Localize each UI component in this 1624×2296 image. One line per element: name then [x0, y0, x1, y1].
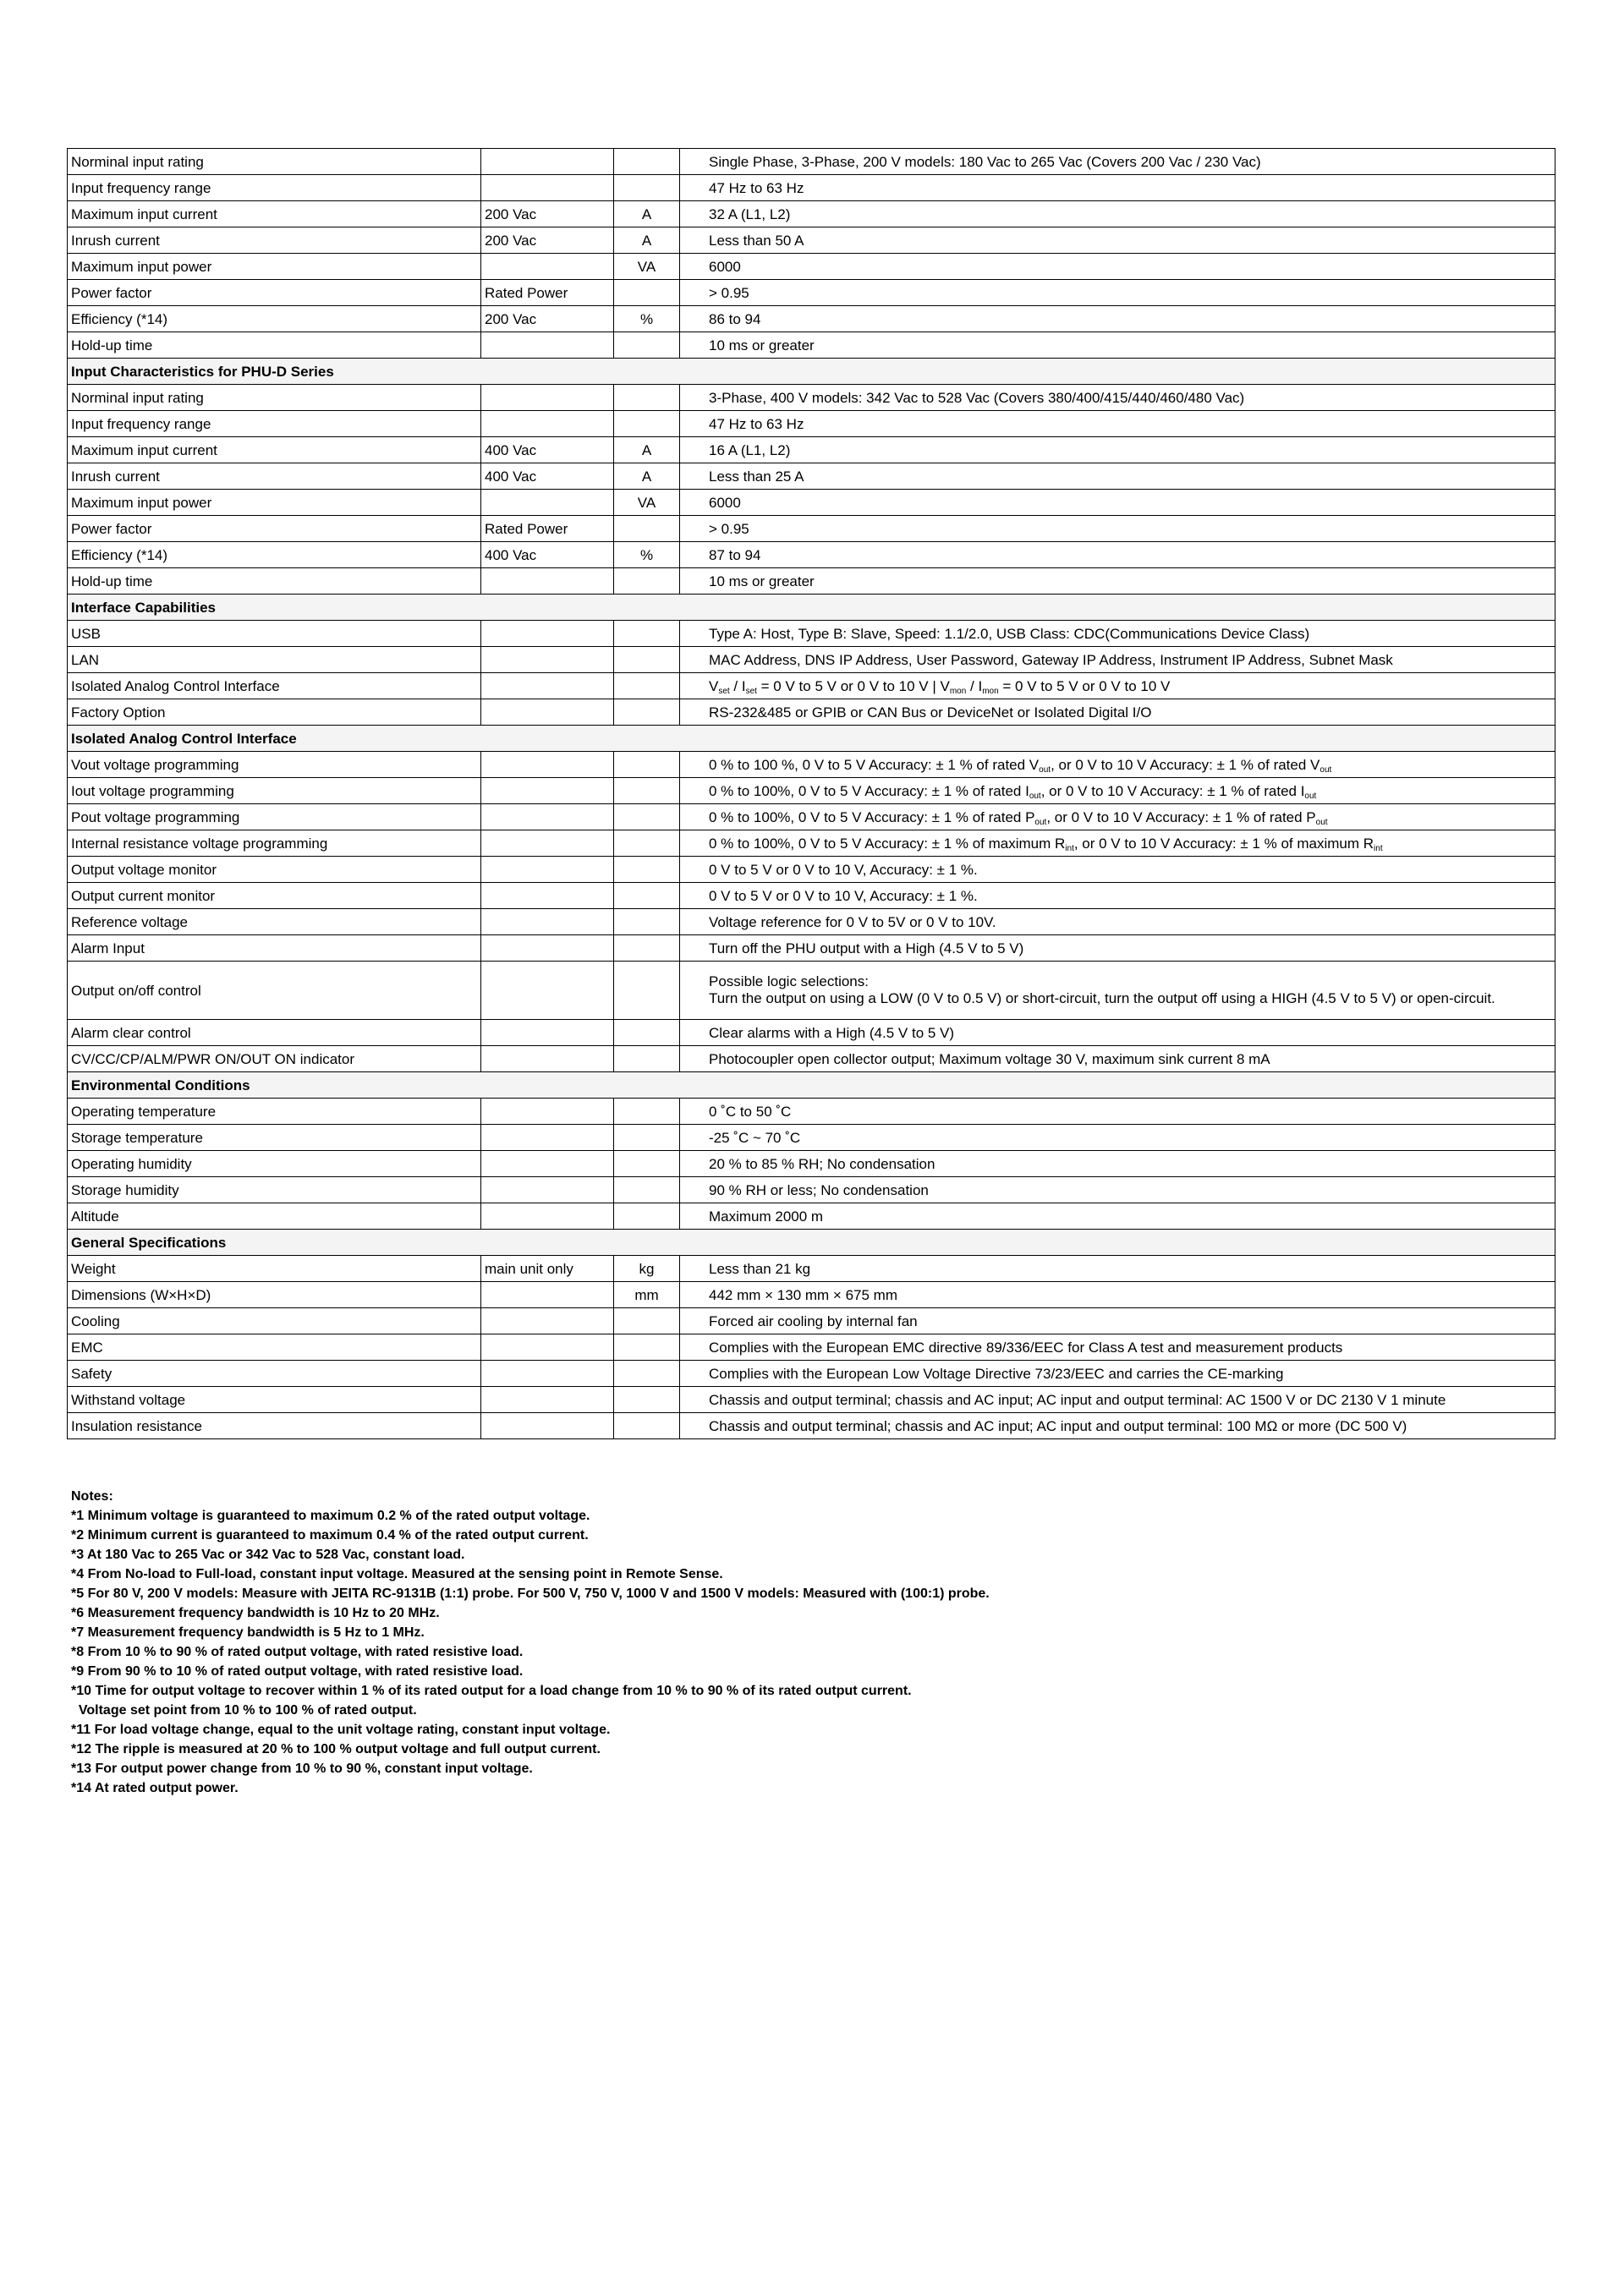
condition-cell: 200 Vac	[481, 306, 614, 332]
condition-cell: Rated Power	[481, 280, 614, 306]
table-row	[68, 1361, 1555, 1387]
subscript: out	[1304, 791, 1317, 801]
unit-cell	[614, 1099, 680, 1125]
section-title: Environmental Conditions	[68, 1072, 1555, 1099]
unit-cell	[614, 962, 680, 1020]
table-row	[68, 857, 1555, 883]
parameter-cell: Power factor	[68, 516, 481, 542]
unit-cell	[614, 175, 680, 201]
unit-cell: VA	[614, 490, 680, 516]
parameter-cell: Reference voltage	[68, 909, 481, 935]
value-cell	[680, 804, 1555, 830]
parameter-cell: Output voltage monitor	[68, 857, 481, 883]
parameter-cell: Weight	[68, 1256, 481, 1282]
parameter-cell: Efficiency (*14)	[68, 542, 481, 568]
value-cell: Type A: Host, Type B: Slave, Speed: 1.1/2.0, USB Class: CDC(Communications Device Class)	[680, 621, 1555, 647]
condition-cell: 400 Vac	[481, 542, 614, 568]
note-line: *8 From 10 % to 90 % of rated output voltage, with rated resistive load.	[71, 1645, 524, 1659]
parameter-cell: Insulation resistance	[68, 1413, 481, 1439]
spec-table-body	[68, 149, 1555, 1439]
parameter-cell: Output current monitor	[68, 883, 481, 909]
condition-cell	[481, 1334, 614, 1361]
unit-cell	[614, 332, 680, 359]
note-line: *12 The ripple is measured at 20 % to 100 % output voltage and full output current.	[71, 1742, 601, 1756]
unit-cell	[614, 673, 680, 699]
subscript: out	[1034, 817, 1047, 827]
table-row	[68, 201, 1555, 227]
note-line: *10 Time for output voltage to recover within 1 % of its rated output for a load change from 10 % to 90 % of its rated output current.	[71, 1684, 912, 1698]
value-cell: 87 to 94	[680, 542, 1555, 568]
condition-cell	[481, 1203, 614, 1230]
condition-cell: 400 Vac	[481, 437, 614, 463]
condition-cell	[481, 673, 614, 699]
condition-cell: 200 Vac	[481, 227, 614, 254]
parameter-cell: LAN	[68, 647, 481, 673]
unit-cell	[614, 1387, 680, 1413]
value-cell: Forced air cooling by internal fan	[680, 1308, 1555, 1334]
value-cell: 47 Hz to 63 Hz	[680, 175, 1555, 201]
table-row	[68, 673, 1555, 699]
notes-lines	[71, 1506, 990, 1798]
unit-cell	[614, 1020, 680, 1046]
value-cell: Complies with the European EMC directive 89/336/EEC for Class A test and measurement products	[680, 1334, 1555, 1361]
unit-cell	[614, 411, 680, 437]
table-row	[68, 1020, 1555, 1046]
condition-cell	[481, 332, 614, 359]
unit-cell	[614, 1125, 680, 1151]
value-cell: > 0.95	[680, 516, 1555, 542]
unit-cell	[614, 280, 680, 306]
table-row	[68, 149, 1555, 175]
section-header-row	[68, 1230, 1555, 1256]
section-title: Interface Capabilities	[68, 595, 1555, 621]
value-cell: Voltage reference for 0 V to 5V or 0 V to 10V.	[680, 909, 1555, 935]
unit-cell	[614, 149, 680, 175]
unit-cell	[614, 699, 680, 726]
unit-cell	[614, 752, 680, 778]
table-row	[68, 227, 1555, 254]
table-row	[68, 568, 1555, 595]
table-row	[68, 280, 1555, 306]
condition-cell	[481, 1151, 614, 1177]
unit-cell: %	[614, 306, 680, 332]
note-line: *14 At rated output power.	[71, 1781, 239, 1795]
subscript: int	[1374, 843, 1383, 853]
note-line: *13 For output power change from 10 % to 90 %, constant input voltage.	[71, 1762, 533, 1776]
parameter-cell: Inrush current	[68, 227, 481, 254]
unit-cell	[614, 516, 680, 542]
unit-cell: mm	[614, 1282, 680, 1308]
value-cell: Complies with the European Low Voltage Directive 73/23/EEC and carries the CE-marking	[680, 1361, 1555, 1387]
condition-cell	[481, 778, 614, 804]
section-title: General Specifications	[68, 1230, 1555, 1256]
table-row	[68, 699, 1555, 726]
parameter-cell: Isolated Analog Control Interface	[68, 673, 481, 699]
table-row	[68, 385, 1555, 411]
table-row	[68, 463, 1555, 490]
table-row	[68, 752, 1555, 778]
value-text: = 0 V to 5 V or 0 V to 10 V | V	[756, 677, 950, 694]
note-line: *9 From 90 % to 10 % of rated output voltage, with rated resistive load.	[71, 1664, 524, 1679]
note-line: *3 At 180 Vac to 265 Vac or 342 Vac to 528 Vac, constant load.	[71, 1548, 465, 1562]
condition-cell	[481, 1020, 614, 1046]
section-header-row	[68, 359, 1555, 385]
table-row	[68, 1413, 1555, 1439]
value-cell: -25 ˚C ~ 70 ˚C	[680, 1125, 1555, 1151]
condition-cell: main unit only	[481, 1256, 614, 1282]
parameter-cell: USB	[68, 621, 481, 647]
unit-cell: A	[614, 227, 680, 254]
parameter-cell: Dimensions (W×H×D)	[68, 1282, 481, 1308]
parameter-cell: Norminal input rating	[68, 149, 481, 175]
table-row	[68, 1046, 1555, 1072]
subscript: mon	[949, 686, 967, 696]
value-cell: 16 A (L1, L2)	[680, 437, 1555, 463]
condition-cell	[481, 621, 614, 647]
unit-cell	[614, 1177, 680, 1203]
table-row	[68, 804, 1555, 830]
condition-cell	[481, 1177, 614, 1203]
value-cell: Less than 21 kg	[680, 1256, 1555, 1282]
unit-cell	[614, 1361, 680, 1387]
table-row	[68, 1282, 1555, 1308]
value-cell: 442 mm × 130 mm × 675 mm	[680, 1282, 1555, 1308]
table-row	[68, 1256, 1555, 1282]
table-row	[68, 1099, 1555, 1125]
value-cell: Photocoupler open collector output; Maximum voltage 30 V, maximum sink current 8 mA	[680, 1046, 1555, 1072]
unit-cell	[614, 1413, 680, 1439]
unit-cell	[614, 883, 680, 909]
subscript: int	[1065, 843, 1074, 853]
table-row	[68, 306, 1555, 332]
value-cell: 10 ms or greater	[680, 332, 1555, 359]
unit-cell	[614, 830, 680, 857]
condition-cell	[481, 1308, 614, 1334]
condition-cell	[481, 1099, 614, 1125]
parameter-cell: EMC	[68, 1334, 481, 1361]
subscript: out	[1029, 791, 1041, 801]
parameter-cell: Pout voltage programming	[68, 804, 481, 830]
section-title: Isolated Analog Control Interface	[68, 726, 1555, 752]
condition-cell	[481, 699, 614, 726]
table-row	[68, 254, 1555, 280]
table-row	[68, 962, 1555, 1020]
unit-cell	[614, 647, 680, 673]
table-row	[68, 1151, 1555, 1177]
unit-cell	[614, 935, 680, 962]
note-line: *5 For 80 V, 200 V models: Measure with JEITA RC-9131B (1:1) probe. For 500 V, 750 V, 1000 V and 1500 V models: Measured with (100:1) probe.	[71, 1586, 990, 1601]
value-text: 0 % to 100%, 0 V to 5 V Accuracy: ± 1 % of maximum R	[709, 835, 1066, 852]
table-row	[68, 332, 1555, 359]
table-row	[68, 437, 1555, 463]
parameter-cell: Output on/off control	[68, 962, 481, 1020]
value-text: = 0 V to 5 V or 0 V to 10 V	[998, 677, 1171, 694]
condition-cell	[481, 175, 614, 201]
section-header-row	[68, 1072, 1555, 1099]
parameter-cell: Norminal input rating	[68, 385, 481, 411]
value-cell: Possible logic selections: Turn the output on using a LOW (0 V to 0.5 V) or short-circuit, turn the output off using a HIGH (4.5 V to 5 V) or open-circuit.	[680, 962, 1555, 1020]
value-cell: RS-232&485 or GPIB or CAN Bus or DeviceNet or Isolated Digital I/O	[680, 699, 1555, 726]
parameter-cell: Efficiency (*14)	[68, 306, 481, 332]
table-row	[68, 1334, 1555, 1361]
value-text: / I	[966, 677, 983, 694]
table-row	[68, 883, 1555, 909]
value-cell	[680, 673, 1555, 699]
condition-cell: Rated Power	[481, 516, 614, 542]
condition-cell: 200 Vac	[481, 201, 614, 227]
table-row	[68, 1125, 1555, 1151]
value-cell: 6000	[680, 254, 1555, 280]
parameter-cell: Inrush current	[68, 463, 481, 490]
value-cell: Chassis and output terminal; chassis and AC input; AC input and output terminal: AC 1500 V or DC 2130 V 1 minute	[680, 1387, 1555, 1413]
condition-cell: 400 Vac	[481, 463, 614, 490]
unit-cell	[614, 1334, 680, 1361]
value-text: , or 0 V to 10 V Accuracy: ± 1 % of rated I	[1040, 782, 1305, 799]
value-cell: 47 Hz to 63 Hz	[680, 411, 1555, 437]
value-cell: Chassis and output terminal; chassis and AC input; AC input and output terminal: 100 MΩ or more (DC 500 V)	[680, 1413, 1555, 1439]
parameter-cell: Hold-up time	[68, 332, 481, 359]
value-cell: > 0.95	[680, 280, 1555, 306]
parameter-cell: Storage humidity	[68, 1177, 481, 1203]
unit-cell	[614, 385, 680, 411]
unit-cell: kg	[614, 1256, 680, 1282]
value-cell: Less than 50 A	[680, 227, 1555, 254]
condition-cell	[481, 568, 614, 595]
subscript: out	[1320, 764, 1332, 775]
condition-cell	[481, 1282, 614, 1308]
value-text: , or 0 V to 10 V Accuracy: ± 1 % of rated V	[1051, 756, 1320, 773]
note-line: *7 Measurement frequency bandwidth is 5 Hz to 1 MHz.	[71, 1625, 425, 1640]
condition-cell	[481, 1387, 614, 1413]
value-cell: 20 % to 85 % RH; No condensation	[680, 1151, 1555, 1177]
unit-cell	[614, 1046, 680, 1072]
condition-cell	[481, 1125, 614, 1151]
parameter-cell: Maximum input power	[68, 254, 481, 280]
value-cell	[680, 830, 1555, 857]
parameter-cell: Maximum input power	[68, 490, 481, 516]
unit-cell: A	[614, 201, 680, 227]
section-header-row	[68, 726, 1555, 752]
table-row	[68, 1308, 1555, 1334]
table-row	[68, 516, 1555, 542]
value-cell: 3-Phase, 400 V models: 342 Vac to 528 Vac (Covers 380/400/415/440/460/480 Vac)	[680, 385, 1555, 411]
parameter-cell: Vout voltage programming	[68, 752, 481, 778]
table-row	[68, 778, 1555, 804]
parameter-cell: Altitude	[68, 1203, 481, 1230]
note-line: *1 Minimum voltage is guaranteed to maximum 0.2 % of the rated output voltage.	[71, 1509, 590, 1523]
parameter-cell: Hold-up time	[68, 568, 481, 595]
note-line: *2 Minimum current is guaranteed to maximum 0.4 % of the rated output current.	[71, 1528, 589, 1543]
unit-cell: A	[614, 463, 680, 490]
value-cell: 10 ms or greater	[680, 568, 1555, 595]
unit-cell	[614, 568, 680, 595]
subscript: set	[718, 686, 730, 696]
table-row	[68, 490, 1555, 516]
parameter-cell: Alarm Input	[68, 935, 481, 962]
value-cell	[680, 778, 1555, 804]
unit-cell	[614, 857, 680, 883]
parameter-cell: Operating humidity	[68, 1151, 481, 1177]
condition-cell	[481, 962, 614, 1020]
unit-cell	[614, 778, 680, 804]
parameter-cell: Power factor	[68, 280, 481, 306]
table-row	[68, 542, 1555, 568]
value-cell: Clear alarms with a High (4.5 V to 5 V)	[680, 1020, 1555, 1046]
table-row	[68, 830, 1555, 857]
condition-cell	[481, 935, 614, 962]
value-cell: Less than 25 A	[680, 463, 1555, 490]
table-row	[68, 621, 1555, 647]
parameter-cell: Input frequency range	[68, 411, 481, 437]
parameter-cell: Iout voltage programming	[68, 778, 481, 804]
condition-cell	[481, 883, 614, 909]
value-text: , or 0 V to 10 V Accuracy: ± 1 % of rated P	[1046, 808, 1316, 825]
condition-cell	[481, 857, 614, 883]
value-text: 0 % to 100%, 0 V to 5 V Accuracy: ± 1 % of rated I	[709, 782, 1029, 799]
condition-cell	[481, 804, 614, 830]
parameter-cell: Storage temperature	[68, 1125, 481, 1151]
parameter-cell: Alarm clear control	[68, 1020, 481, 1046]
table-row	[68, 909, 1555, 935]
notes	[71, 1487, 990, 1798]
table-row	[68, 1203, 1555, 1230]
condition-cell	[481, 385, 614, 411]
condition-cell	[481, 830, 614, 857]
unit-cell: VA	[614, 254, 680, 280]
value-cell: 0 V to 5 V or 0 V to 10 V, Accuracy: ± 1 %.	[680, 857, 1555, 883]
value-cell: 32 A (L1, L2)	[680, 201, 1555, 227]
value-cell	[680, 752, 1555, 778]
unit-cell: %	[614, 542, 680, 568]
unit-cell	[614, 1203, 680, 1230]
unit-cell: A	[614, 437, 680, 463]
subscript: out	[1039, 764, 1051, 775]
parameter-cell: Maximum input current	[68, 437, 481, 463]
value-text: 0 % to 100 %, 0 V to 5 V Accuracy: ± 1 % of rated V	[709, 756, 1040, 773]
note-line: *4 From No-load to Full-load, constant input voltage. Measured at the sensing point in Remote Sense.	[71, 1567, 723, 1581]
condition-cell	[481, 490, 614, 516]
condition-cell	[481, 647, 614, 673]
parameter-cell: Input frequency range	[68, 175, 481, 201]
unit-cell	[614, 1151, 680, 1177]
spec-table	[67, 148, 1555, 1439]
value-cell: Maximum 2000 m	[680, 1203, 1555, 1230]
parameter-cell: Maximum input current	[68, 201, 481, 227]
table-row	[68, 1387, 1555, 1413]
value-text: 0 % to 100%, 0 V to 5 V Accuracy: ± 1 % of rated P	[709, 808, 1035, 825]
table-row	[68, 1177, 1555, 1203]
parameter-cell: Withstand voltage	[68, 1387, 481, 1413]
value-cell: Single Phase, 3-Phase, 200 V models: 180 Vac to 265 Vac (Covers 200 Vac / 230 Vac)	[680, 149, 1555, 175]
subscript: set	[745, 686, 757, 696]
table-row	[68, 935, 1555, 962]
table-row	[68, 411, 1555, 437]
notes-title: Notes:	[71, 1489, 113, 1504]
table-row	[68, 175, 1555, 201]
note-line: *6 Measurement frequency bandwidth is 10 Hz to 20 MHz.	[71, 1606, 440, 1620]
value-cell: Turn off the PHU output with a High (4.5 V to 5 V)	[680, 935, 1555, 962]
note-line: Voltage set point from 10 % to 100 % of rated output.	[71, 1703, 417, 1718]
condition-cell	[481, 752, 614, 778]
parameter-cell: Cooling	[68, 1308, 481, 1334]
condition-cell	[481, 411, 614, 437]
value-text: V	[709, 677, 719, 694]
value-cell: MAC Address, DNS IP Address, User Password, Gateway IP Address, Instrument IP Address, Subnet Mask	[680, 647, 1555, 673]
condition-cell	[481, 149, 614, 175]
unit-cell	[614, 804, 680, 830]
value-cell: 90 % RH or less; No condensation	[680, 1177, 1555, 1203]
parameter-cell: Internal resistance voltage programming	[68, 830, 481, 857]
parameter-cell: Factory Option	[68, 699, 481, 726]
subscript: out	[1315, 817, 1328, 827]
condition-cell	[481, 1413, 614, 1439]
value-cell: 6000	[680, 490, 1555, 516]
value-text: , or 0 V to 10 V Accuracy: ± 1 % of maximum R	[1073, 835, 1374, 852]
value-cell: 0 ˚C to 50 ˚C	[680, 1099, 1555, 1125]
condition-cell	[481, 1361, 614, 1387]
section-header-row	[68, 595, 1555, 621]
condition-cell	[481, 254, 614, 280]
value-text: / I	[729, 677, 746, 694]
parameter-cell: Operating temperature	[68, 1099, 481, 1125]
parameter-cell: CV/CC/CP/ALM/PWR ON/OUT ON indicator	[68, 1046, 481, 1072]
value-cell: 86 to 94	[680, 306, 1555, 332]
unit-cell	[614, 909, 680, 935]
unit-cell	[614, 621, 680, 647]
note-line: *11 For load voltage change, equal to the unit voltage rating, constant input voltage.	[71, 1723, 611, 1737]
condition-cell	[481, 909, 614, 935]
unit-cell	[614, 1308, 680, 1334]
subscript: mon	[982, 686, 999, 696]
condition-cell	[481, 1046, 614, 1072]
table-row	[68, 647, 1555, 673]
section-title: Input Characteristics for PHU-D Series	[68, 359, 1555, 385]
parameter-cell: Safety	[68, 1361, 481, 1387]
value-cell: 0 V to 5 V or 0 V to 10 V, Accuracy: ± 1 %.	[680, 883, 1555, 909]
